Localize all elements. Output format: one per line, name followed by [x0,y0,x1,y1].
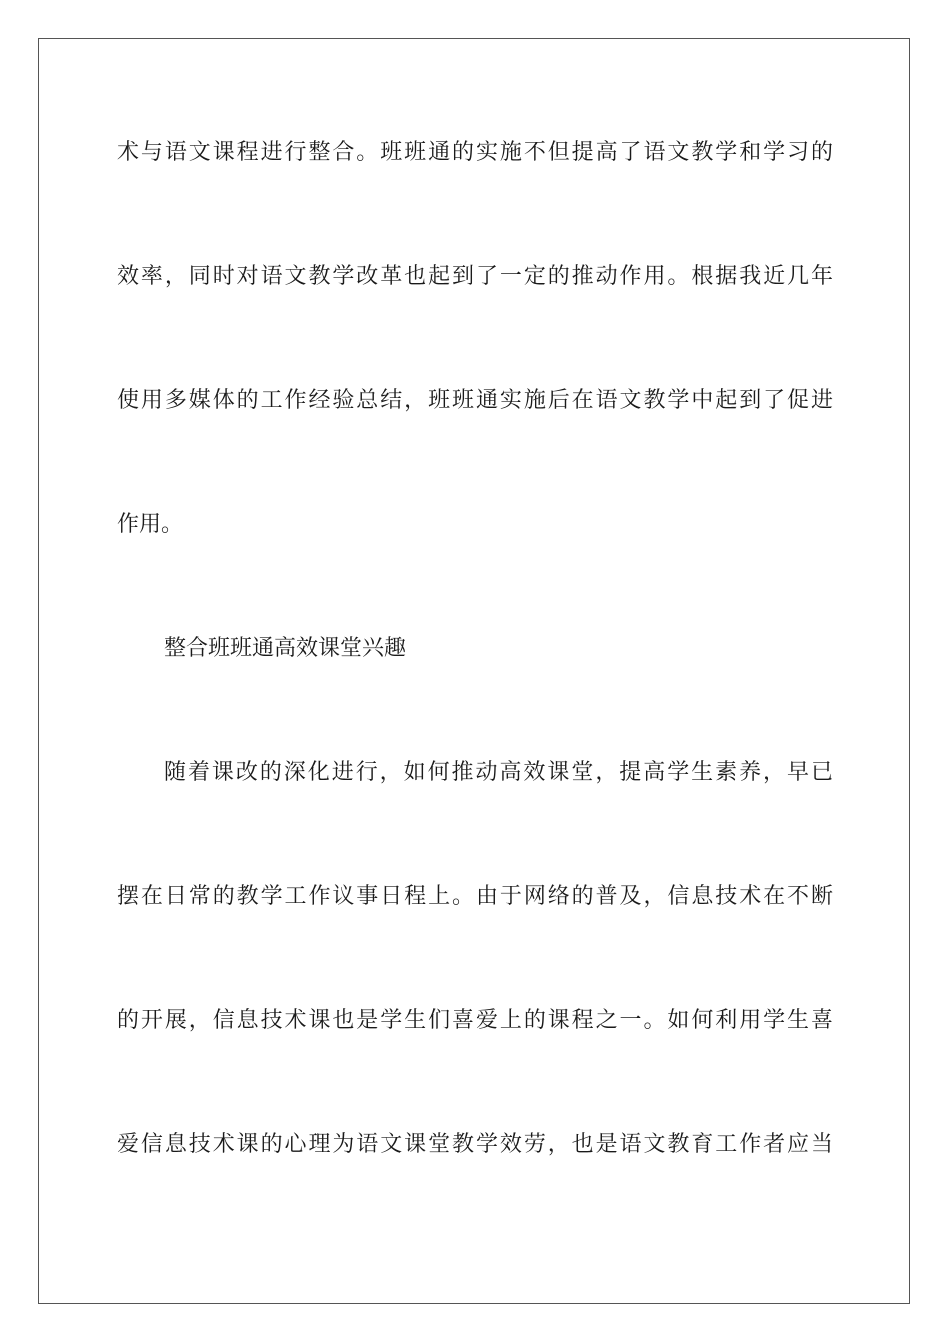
paragraph-line: 随着课改的深化进行，如何推动高效课堂，提高学生素养，早已 [164,760,833,785]
section-heading: 整合班班通高效课堂兴趣 [164,636,407,661]
page-border [38,38,910,1304]
paragraph-line: 效率，同时对语文教学改革也起到了一定的推动作用。根据我近几年 [117,264,833,289]
paragraph-line: 摆在日常的教学工作议事日程上。由于网络的普及，信息技术在不断 [117,884,833,909]
paragraph-line: 的开展，信息技术课也是学生们喜爱上的课程之一。如何利用学生喜 [117,1008,833,1033]
paragraph-line: 作用。 [117,512,184,537]
paragraph-line: 爱信息技术课的心理为语文课堂教学效劳，也是语文教育工作者应当 [117,1132,833,1157]
paragraph-line: 术与语文课程进行整合。班班通的实施不但提高了语文教学和学习的 [117,140,833,165]
paragraph-line: 使用多媒体的工作经验总结，班班通实施后在语文教学中起到了促进 [117,388,833,413]
